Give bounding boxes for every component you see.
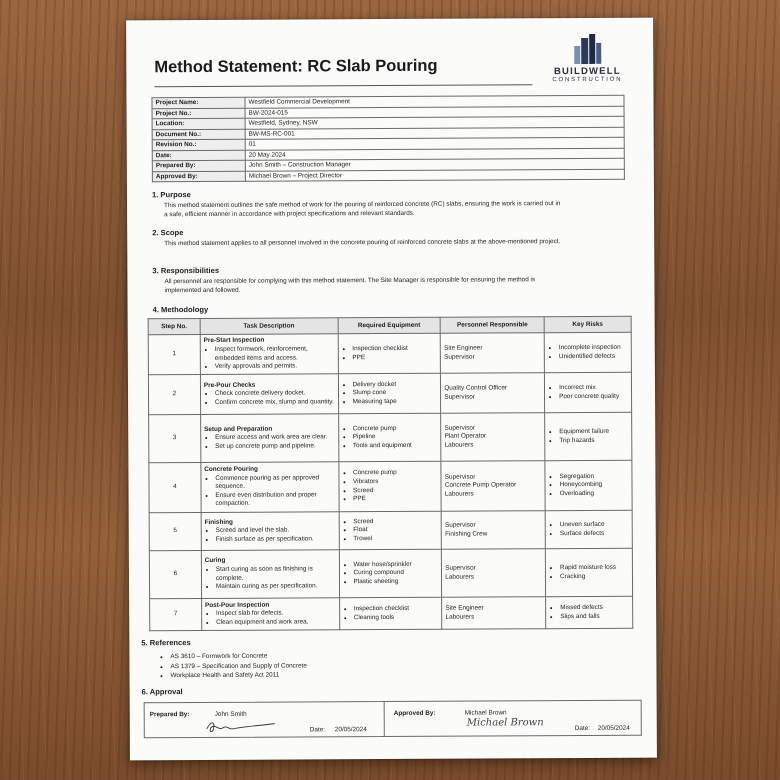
task-item: • Clean equipment and work area. <box>216 618 336 627</box>
personnel-item: Quality Control Officer <box>444 384 508 392</box>
equipment-item: • Concrete pump <box>353 424 438 433</box>
personnel-responsible <box>441 333 545 374</box>
methodology-heading: 4. Methodology <box>152 304 209 315</box>
methodology-table <box>148 316 634 632</box>
risk-item: • Rapid moisture loss <box>560 564 629 573</box>
info-value: 01 <box>245 137 624 149</box>
column-header: Key Risks <box>544 316 631 332</box>
info-value: Westfield, Sydney, NSW <box>245 116 624 128</box>
equipment-item: • PPE <box>352 353 437 362</box>
task-item: • Ensure even distribution and proper compaction. <box>215 491 335 509</box>
equipment-item: • Trowel <box>353 535 438 544</box>
risk-item: • Incomplete inspection <box>559 344 628 353</box>
key-risks <box>545 548 632 596</box>
risk-item: • Trip hazards <box>559 436 628 445</box>
info-key: Date: <box>152 150 245 161</box>
key-risks <box>544 372 631 412</box>
step-number: 2 <box>148 375 200 415</box>
logo-subtitle: CONSTRUCTION <box>552 76 623 84</box>
references-list <box>159 651 307 681</box>
task-title: Setup and Preparation <box>204 425 273 433</box>
task-title: Pre-Pour Checks <box>203 381 256 389</box>
equipment-item: • Tools and equipment <box>353 442 438 451</box>
scope-text: This method statement applies to all personnel involved in the concrete pouring of reinforced concrete slabs at the above-mentioned project. <box>164 238 561 248</box>
document-title: Method Statement: RC Slab Pouring <box>154 56 438 77</box>
task-description <box>201 598 339 631</box>
purpose-text: This method statement outlines the safe method of work for the pouring of reinforced concrete (RC) slabs, ensuring the work is carried out in a safe, efficient manner in accordance with project specifications and relevant standards. <box>164 200 561 219</box>
step-number: 1 <box>148 335 200 375</box>
required-equipment <box>338 373 441 414</box>
personnel-item: Site Engineer <box>445 604 484 612</box>
personnel-item: Labourers <box>445 613 475 621</box>
task-description <box>201 462 339 513</box>
task-title: Curing <box>204 557 226 565</box>
task-item: • Finish surface as per specification. <box>216 535 336 544</box>
risk-item: • Honeycombing <box>560 481 629 490</box>
scope-heading: 2. Scope <box>152 228 184 238</box>
task-title: Finishing <box>204 518 233 526</box>
task-title: Pre-Start Inspection <box>203 336 265 345</box>
info-value: Westfield Commercial Development <box>245 95 624 107</box>
approval-box <box>144 700 642 739</box>
table-row <box>148 372 631 415</box>
info-key: Project No.: <box>152 108 245 119</box>
reference-item: • AS 3610 – Formwork for Concrete <box>170 651 306 661</box>
personnel-item: Concrete Pump Operator <box>444 481 517 489</box>
personnel-item: Labourers <box>444 490 474 498</box>
task-description <box>201 512 339 551</box>
risk-item: • Incorrect mix <box>559 384 628 393</box>
personnel-responsible <box>441 373 545 414</box>
equipment-item: • Float <box>353 526 438 535</box>
info-key: Location: <box>152 118 245 129</box>
personnel-responsible <box>441 413 545 462</box>
personnel-responsible <box>442 549 546 598</box>
approved-by-name: Michael Brown <box>464 709 507 717</box>
info-key: Project Name: <box>152 97 245 108</box>
info-row <box>152 169 624 182</box>
task-item: • Screed and level the slab. <box>216 526 336 535</box>
step-number: 5 <box>149 512 201 550</box>
step-number: 7 <box>150 598 202 630</box>
prepared-date-label: Date: <box>309 726 326 734</box>
step-number: 6 <box>149 550 201 598</box>
task-title: Post-Pour Inspection <box>204 601 270 609</box>
info-value: BW-MS-RC-001 <box>245 127 624 139</box>
key-risks <box>545 510 632 548</box>
equipment-item: • Plastic sheeting <box>354 578 439 587</box>
personnel-item: Labourers <box>445 573 475 581</box>
table-row <box>150 596 633 631</box>
key-risks <box>545 412 632 460</box>
personnel-item: Supervisor <box>445 564 476 572</box>
task-item: • Inspect slab for defects. <box>216 609 336 618</box>
task-item: • Verify approvals and permits. <box>215 362 335 371</box>
risk-item: • Unidentified defects <box>559 352 628 361</box>
personnel-item: Supervisor <box>444 424 476 432</box>
personnel-responsible <box>442 597 546 630</box>
info-value: Michael Brown – Project Director <box>245 169 624 181</box>
risk-item: • Segregation <box>560 472 629 481</box>
task-item: • Ensure access and work area are clear. <box>215 434 335 443</box>
equipment-item: • Inspection checklist <box>352 345 437 354</box>
key-risks <box>544 332 631 372</box>
required-equipment <box>338 413 441 462</box>
personnel-item: Supervisor <box>445 521 476 529</box>
equipment-item: • Screed <box>353 517 438 526</box>
task-description <box>201 550 339 599</box>
equipment-item: • Pipeline <box>353 433 438 442</box>
personnel-responsible <box>441 461 545 512</box>
step-number: 4 <box>149 462 201 512</box>
building-logo-icon <box>569 34 605 64</box>
equipment-item: • Delivery docket <box>352 380 437 389</box>
responsibilities-text: All personnel are responsible for complying with this method statement. The Site Manager is responsible for ensuring the method is implemented and followed. <box>164 276 536 295</box>
task-item: • Check concrete delivery docket. <box>215 390 335 399</box>
table-row <box>149 510 632 551</box>
document-page <box>126 18 657 761</box>
responsibilities-heading: 3. Responsibilities <box>152 265 220 276</box>
info-value: 20 May 2024 <box>245 148 624 160</box>
reference-item: • Workplace Health and Safety Act 2011 <box>170 671 306 681</box>
equipment-item: • Water hose/sprinkler <box>353 560 438 569</box>
risk-item: • Overloading <box>560 490 629 499</box>
table-row <box>149 412 632 463</box>
equipment-item: • PPE <box>353 495 438 504</box>
approval-divider <box>384 702 385 736</box>
approval-heading: 6. Approval <box>141 687 183 697</box>
required-equipment <box>339 597 442 630</box>
logo-name: BUILDWELL <box>553 65 621 78</box>
equipment-item: • Concrete pump <box>353 469 438 478</box>
table-row <box>149 460 632 513</box>
equipment-item: • Curing compound <box>353 569 438 578</box>
company-logo <box>546 34 628 94</box>
risk-item: • Cracking <box>560 572 629 581</box>
references-heading: 5. References <box>141 638 191 648</box>
equipment-item: • Inspection checklist <box>354 605 439 614</box>
info-value: John Smith – Construction Manager <box>245 158 624 170</box>
required-equipment <box>339 549 442 598</box>
equipment-item: • Vibrators <box>353 478 438 487</box>
risk-item: • Missed defects <box>560 604 629 613</box>
column-header: Step No. <box>148 319 200 335</box>
approved-by-label: Approved By: <box>393 709 436 717</box>
table-row <box>149 548 632 599</box>
personnel-item: Finishing Crew <box>445 530 488 538</box>
personnel-item: Supervisor <box>444 473 476 481</box>
info-key: Document No.: <box>152 129 245 140</box>
purpose-heading: 1. Purpose <box>151 190 191 200</box>
key-risks <box>546 596 633 628</box>
required-equipment <box>338 461 441 512</box>
column-header: Required Equipment <box>338 317 441 334</box>
risk-item: • Slips and falls <box>560 612 629 621</box>
risk-item: • Poor concrete quality <box>559 392 628 401</box>
task-item: • Inspect formwork, reinforcement, embedded items and access. <box>215 345 335 363</box>
info-value: BW-2024-015 <box>245 106 624 118</box>
equipment-item: • Slump cone <box>353 389 438 398</box>
task-description <box>200 414 338 463</box>
personnel-item: Labourers <box>444 441 474 449</box>
risk-item: • Equipment failure <box>559 428 628 437</box>
task-item: • Commence pouring as per approved sequence. <box>215 474 335 492</box>
prepared-signature-icon <box>203 719 283 735</box>
reference-item: • AS 1379 – Specification and Supply of Concrete <box>170 661 306 671</box>
personnel-item: Supervisor <box>444 393 475 401</box>
equipment-item: • Screed <box>353 486 438 495</box>
key-risks <box>545 460 632 510</box>
column-header: Personnel Responsible <box>440 317 544 334</box>
approved-date-label: Date: <box>574 724 591 733</box>
approved-date: 20/05/2024 <box>597 724 630 732</box>
equipment-item: • Measuring tape <box>353 398 438 407</box>
task-item: • Start curing as soon as finishing is complete. <box>216 565 336 583</box>
project-info-table <box>151 95 624 182</box>
risk-item: • Uneven surface <box>560 521 629 530</box>
column-header: Task Description <box>200 318 338 335</box>
prepared-date: 20/05/2024 <box>334 726 367 734</box>
table-row <box>148 332 631 375</box>
task-item: • Confirm concrete mix, slump and quantity. <box>215 398 335 407</box>
approved-signature: Michael Brown <box>466 717 544 729</box>
prepared-by-name: John Smith <box>214 710 247 718</box>
info-key: Prepared By: <box>152 160 245 171</box>
personnel-item: Supervisor <box>444 353 475 361</box>
prepared-by-label: Prepared By: <box>149 711 190 719</box>
task-title: Concrete Pouring <box>204 465 258 473</box>
task-description <box>200 334 338 375</box>
required-equipment <box>339 511 442 550</box>
equipment-item: • Cleaning tools <box>354 613 439 622</box>
task-item: • Maintain curing as per specification. <box>216 582 336 591</box>
info-key: Revision No.: <box>152 139 245 150</box>
required-equipment <box>338 333 441 374</box>
task-item: • Set up concrete pump and pipeline. <box>215 442 335 451</box>
personnel-responsible <box>441 511 545 550</box>
risk-item: • Surface defects <box>560 529 629 538</box>
personnel-item: Site Engineer <box>444 344 483 352</box>
personnel-item: Plant Operator <box>444 432 487 440</box>
step-number: 3 <box>149 415 201 463</box>
title-divider <box>154 84 532 87</box>
task-description <box>200 374 338 415</box>
info-key: Approved By: <box>152 171 245 182</box>
